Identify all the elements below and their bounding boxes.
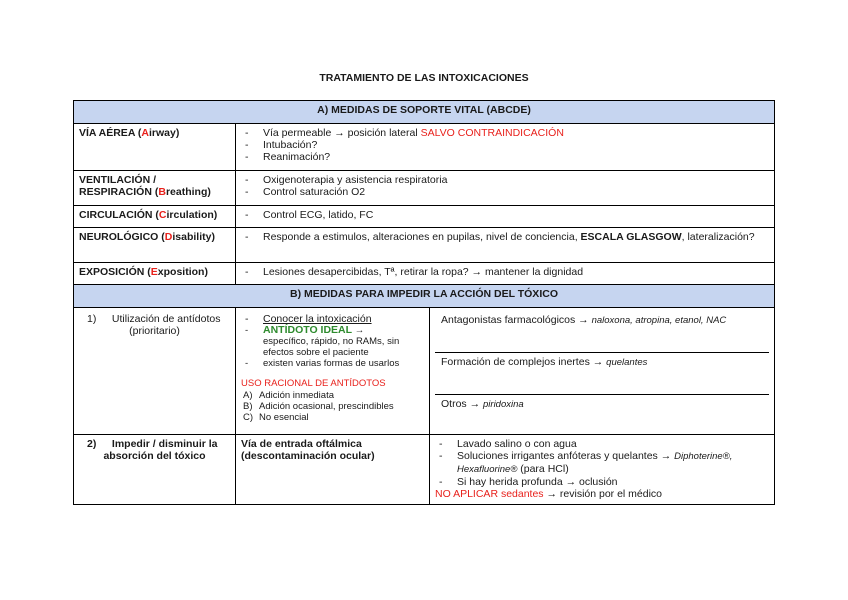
list-item: - Soluciones irrigantes anfóteras y quelantes → Diphoterine®, Hexafluorine® (para HCl) <box>457 450 769 476</box>
rational-use-list <box>241 390 424 423</box>
list-item: - Oxigenoterapia y asistencia respiratoria <box>263 174 769 186</box>
table-row <box>74 124 775 171</box>
section-a-header: A) MEDIDAS DE SOPORTE VITAL (ABCDE) <box>74 101 775 124</box>
breathing-label: VENTILACIÓN / RESPIRACIÓN (Breathing) <box>74 171 236 206</box>
table-row <box>74 435 775 505</box>
airway-items <box>236 124 775 171</box>
list-item: - Intubación? <box>263 139 769 151</box>
list-item: - Conocer la intoxicación <box>263 313 424 325</box>
airway-label: VÍA AÉREA (Airway) <box>74 124 236 171</box>
list-item: - existen varias formas de usarlos <box>263 358 424 369</box>
list-item: A) Adición inmediata <box>243 390 334 401</box>
exposition-items <box>236 263 775 285</box>
antidotes-label: 1) Utilización de antídotos (prioritario) <box>74 308 236 435</box>
ocular-route: Vía de entrada oftálmica (descontaminación ocular) <box>236 435 430 505</box>
table-row <box>74 171 775 206</box>
circulation-label: CIRCULACIÓN (Circulation) <box>74 206 236 228</box>
list-item: - Control ECG, latido, FC <box>263 209 769 221</box>
section-b-header: B) MEDIDAS PARA IMPEDIR LA ACCIÓN DEL TÓXICO <box>74 285 775 308</box>
exposition-label: EXPOSICIÓN (Exposition) <box>74 263 236 285</box>
others-cell: Otros → piridoxina <box>441 398 524 410</box>
warning-line: NO APLICAR sedantes → revisión por el médico <box>435 488 663 500</box>
list-item: - Vía permeable → posición lateral SALVO CONTRAINDICACIÓN <box>263 127 769 139</box>
list-item: - Control saturación O2 <box>263 186 769 198</box>
list-item: B) Adición ocasional, prescindibles <box>243 401 394 412</box>
table-row <box>74 308 775 435</box>
table-row <box>74 228 775 263</box>
list-item: - Lavado salino o con agua <box>457 438 769 450</box>
list-item: - ANTÍDOTO IDEAL → específico, rápido, no RAMs, sin efectos sobre el paciente <box>263 325 424 358</box>
list-item: - Reanimación? <box>263 151 769 163</box>
circulation-items <box>236 206 775 228</box>
antidotes-middle <box>236 308 430 435</box>
treatment-table <box>73 100 775 505</box>
antidotes-right <box>430 308 775 435</box>
antagonists-cell: Antagonistas farmacológicos → naloxona, atropina, etanol, NAC <box>435 311 769 353</box>
list-item: C) No esencial <box>243 412 309 423</box>
list-item: - Lesiones desapercibidas, Tª, retirar la ropa? → mantener la dignidad <box>263 266 769 278</box>
complexes-cell: Formación de complejos inertes → quelantes <box>435 353 769 395</box>
disability-label: NEUROLÓGICO (Disability) <box>74 228 236 263</box>
table-row <box>74 206 775 228</box>
list-item: - Si hay herida profunda → oclusión <box>457 476 769 488</box>
disability-items <box>236 228 775 263</box>
document-title: TRATAMIENTO DE LAS INTOXICACIONES <box>319 72 529 84</box>
table-row <box>74 263 775 285</box>
ocular-measures <box>430 435 775 505</box>
breathing-items <box>236 171 775 206</box>
list-item: - Responde a estimulos, alteraciones en pupilas, nivel de conciencia, ESCALA GLASGOW, lateralización? <box>263 231 769 243</box>
absorption-label: 2) Impedir / disminuir la absorción del tóxico <box>74 435 236 505</box>
rational-use-title: USO RACIONAL DE ANTÍDOTOS <box>241 378 386 389</box>
